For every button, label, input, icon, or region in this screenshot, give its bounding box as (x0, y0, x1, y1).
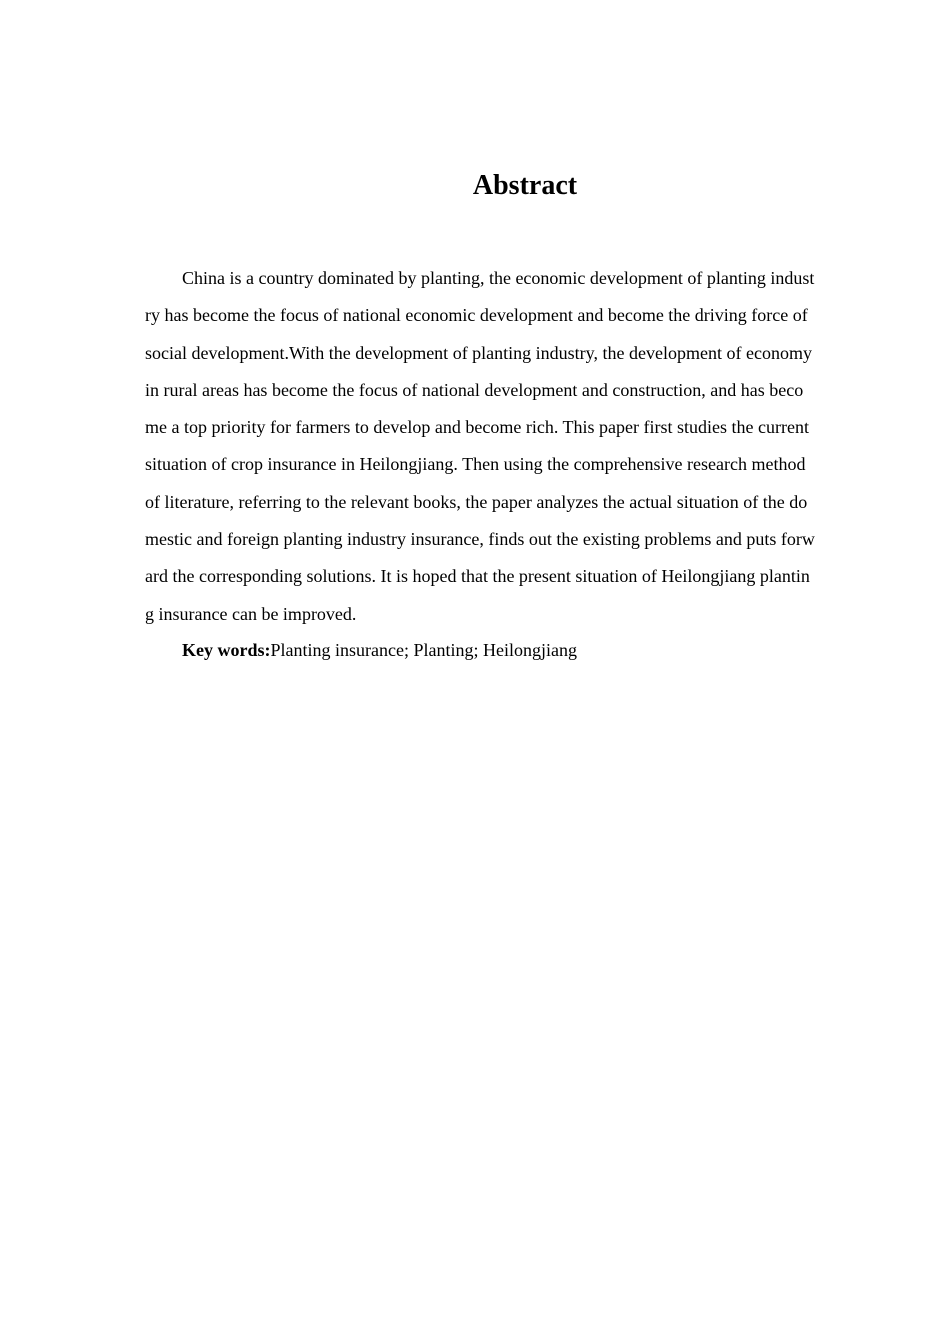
abstract-line: situation of crop insurance in Heilongjiang. Then using the comprehensive research method (145, 454, 806, 475)
abstract-line: of literature, referring to the relevant books, the paper analyzes the actual situation of the do (145, 491, 808, 512)
keywords-value: Planting insurance; Planting; Heilongjiang (270, 640, 577, 660)
abstract-line: ry has become the focus of national economic development and become the driving force of (145, 305, 808, 326)
abstract-line: social development.With the development of planting industry, the development of economy (145, 342, 812, 363)
abstract-line: mestic and foreign planting industry insurance, finds out the existing problems and puts forw (145, 529, 815, 550)
keywords-line (145, 632, 858, 669)
keywords-label: Key words: (182, 640, 271, 660)
abstract-line: ard the corresponding solutions. It is hoped that the present situation of Heilongjiang plantin (145, 566, 810, 587)
abstract-line: g insurance can be improved. (145, 603, 357, 624)
abstract-paragraph (145, 260, 858, 633)
abstract-title: Abstract (472, 170, 578, 201)
abstract-line: in rural areas has become the focus of national development and construction, and has beco (145, 379, 804, 400)
abstract-line: me a top priority for farmers to develop and become rich. This paper first studies the current (145, 417, 809, 438)
abstract-line: China is a country dominated by planting, the economic development of planting indust (182, 268, 815, 288)
